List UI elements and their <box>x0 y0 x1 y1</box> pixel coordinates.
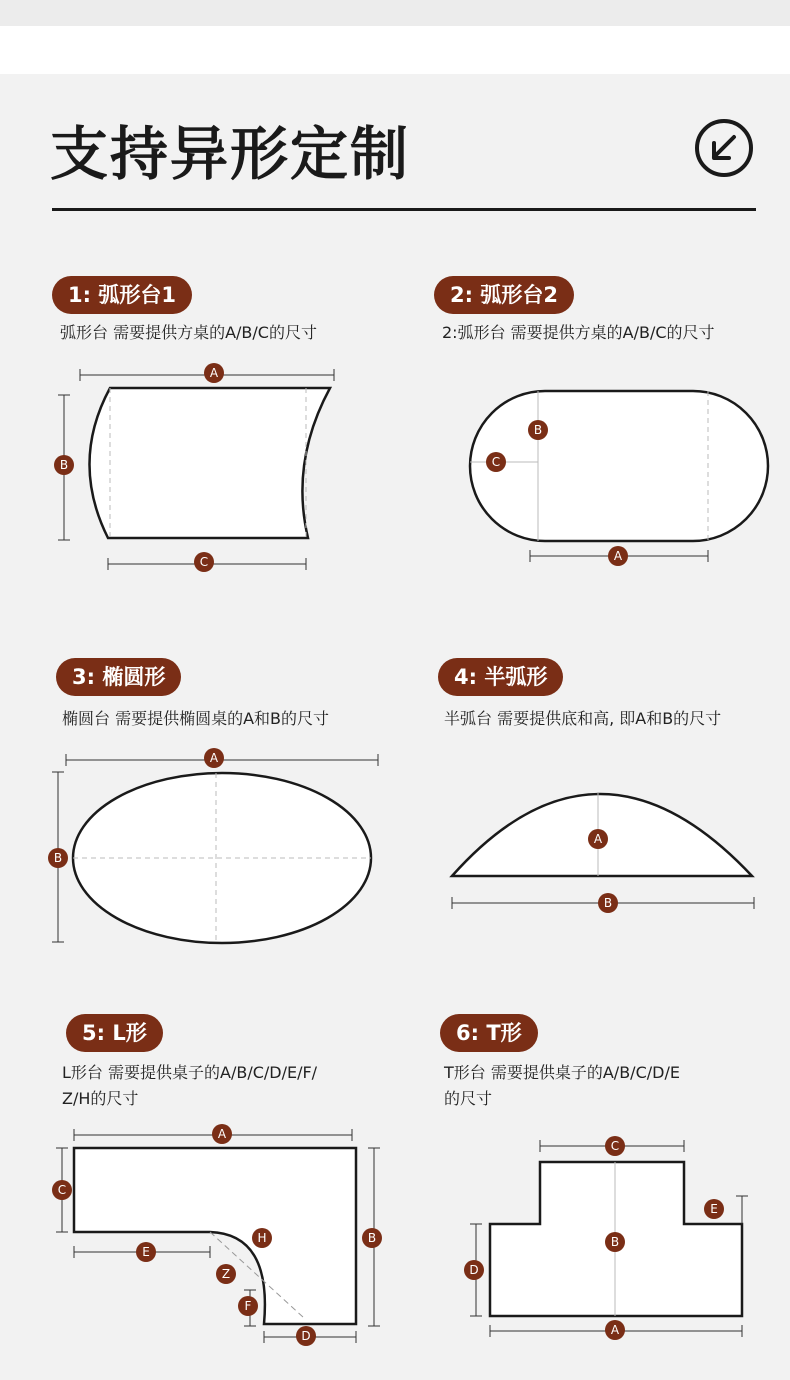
t-table-label-b: B <box>610 1235 620 1249</box>
l-table-label-e: E <box>142 1245 150 1259</box>
arc-table-1-label-a: A <box>209 366 219 380</box>
section-6-desc-line2: 的尺寸 <box>444 1089 493 1108</box>
section-4-desc: 半弧台 需要提供底和高, 即A和B的尺寸 <box>444 709 722 728</box>
section-2-desc: 2:弧形台 需要提供方桌的A/B/C的尺寸 <box>442 323 715 342</box>
diagram-half-arc-table <box>452 792 754 913</box>
arc-table-2-label-a: A <box>613 549 623 563</box>
section-6-pill: 6: T形 <box>440 1014 538 1052</box>
section-1-desc: 弧形台 需要提供方桌的A/B/C的尺寸 <box>60 323 317 342</box>
ellipse-table-label-b: B <box>53 851 63 865</box>
section-2-pill: 2: 弧形台2 <box>434 276 574 314</box>
l-table-label-h: H <box>257 1231 267 1245</box>
section-5-pill: 5: L形 <box>66 1014 163 1052</box>
t-table-label-d: D <box>469 1263 479 1277</box>
l-table-label-f: F <box>244 1299 252 1313</box>
arc-table-2-outline <box>470 391 768 541</box>
arc-table-1-label-b: B <box>59 458 69 472</box>
l-table-label-d: D <box>301 1329 311 1343</box>
arc-table-1-outline <box>89 388 330 538</box>
diagram-l-table <box>52 1124 382 1346</box>
section-4-pill: 4: 半弧形 <box>438 658 563 696</box>
l-table-outline <box>74 1148 356 1324</box>
section-3-desc: 椭圆台 需要提供椭圆桌的A和B的尺寸 <box>62 709 330 728</box>
section-5-desc-line2: Z/H的尺寸 <box>62 1089 139 1108</box>
diagram-ellipse-table <box>48 748 378 943</box>
t-table-label-a: A <box>610 1323 620 1337</box>
l-table-label-a: A <box>217 1127 227 1141</box>
half-arc-table-label-a: A <box>593 832 603 846</box>
l-table-label-c: C <box>57 1183 67 1197</box>
section-1-pill: 1: 弧形台1 <box>52 276 192 314</box>
section-3-pill: 3: 椭圆形 <box>56 658 181 696</box>
ellipse-table-label-a: A <box>209 751 219 765</box>
page-title: 支持异形定制 <box>50 120 411 188</box>
arc-table-2-label-c: C <box>491 455 501 469</box>
arc-table-1-label-c: C <box>199 555 209 569</box>
arc-table-2-label-b: B <box>533 423 543 437</box>
t-table-label-c: C <box>610 1139 620 1153</box>
t-table-dim-e-line <box>736 1196 748 1224</box>
l-table-label-b: B <box>367 1231 377 1245</box>
t-table-label-e: E <box>710 1202 718 1216</box>
diagram-arc-table-2 <box>470 391 768 566</box>
diagram-t-table <box>464 1136 748 1340</box>
diagram-arc-table-1 <box>54 363 334 572</box>
l-table-label-z: Z <box>221 1267 231 1281</box>
half-arc-table-label-b: B <box>603 896 613 910</box>
section-6-desc-line1: T形台 需要提供桌子的A/B/C/D/E <box>444 1063 680 1082</box>
section-5-desc-line1: L形台 需要提供桌子的A/B/C/D/E/F/ <box>62 1063 318 1082</box>
